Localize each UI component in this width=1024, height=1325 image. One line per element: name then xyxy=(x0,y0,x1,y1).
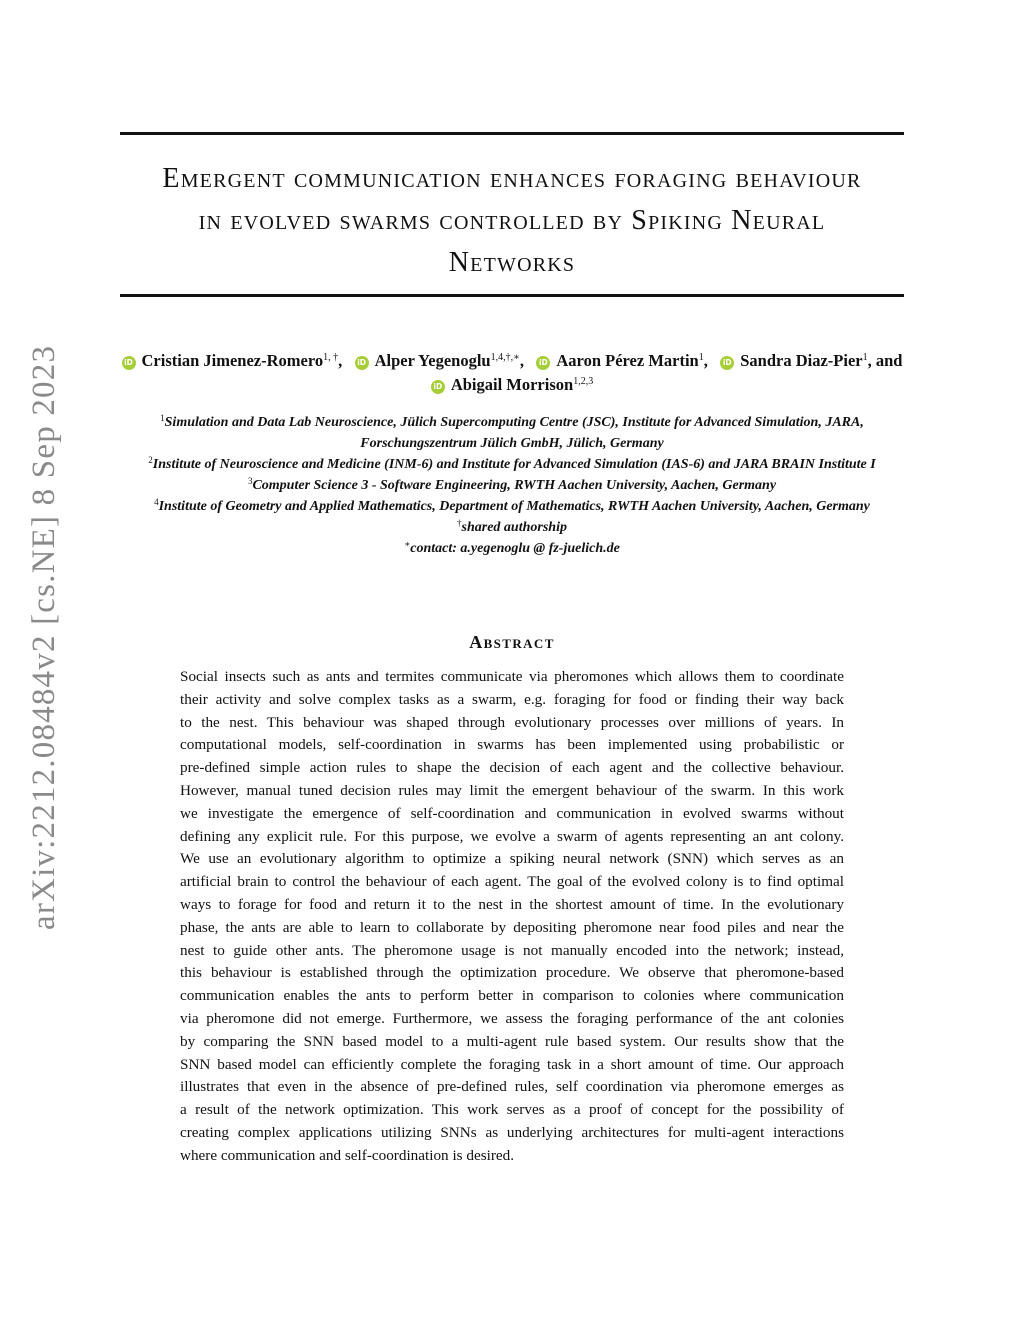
title-rule-top xyxy=(120,132,904,135)
affiliation-mark: 4 xyxy=(154,497,159,507)
abstract-line: We use an evolutionary algorithm to optimize a spiking neural network (SNN) which serves as an xyxy=(180,850,844,868)
abstract-line: a result of the network optimization. This work serves as a proof of concept for the possibility of xyxy=(180,1101,844,1119)
affiliation-text: Computer Science 3 - Software Engineering, RWTH Aachen University, Aachen, Germany xyxy=(252,478,777,493)
title-line: Networks xyxy=(448,247,576,278)
orcid-icon[interactable]: iD xyxy=(720,356,734,370)
author xyxy=(122,351,343,370)
author-name: Cristian Jimenez-Romero xyxy=(141,351,324,370)
abstract-line: defining any explicit rule. For this purpose, we evolve a swarm of agents representing an ant colony. xyxy=(180,827,844,845)
abstract-line: phase, the ants are able to learn to collaborate by depositing pheromone near food piles and near the xyxy=(180,918,844,936)
abstract-heading: Abstract xyxy=(469,632,555,652)
author-affiliation-marks: 1 xyxy=(862,352,868,363)
affiliation-mark: 3 xyxy=(247,476,253,486)
author-affiliation-marks: 1, † xyxy=(323,352,339,363)
affiliation-text: shared authorship xyxy=(461,520,567,535)
orcid-icon[interactable]: iD xyxy=(431,380,445,394)
author-name: Sandra Diaz-Pier xyxy=(740,351,863,370)
arxiv-identifier-stamp: arXiv:2212.08484v2 [cs.NE] 8 Sep 2023 xyxy=(26,344,62,930)
abstract-line: by comparing the SNN based model to a multi-agent rule based system. Our results show that the xyxy=(180,1032,844,1050)
author-line xyxy=(110,373,914,397)
author-separator: , xyxy=(338,351,343,370)
author xyxy=(720,351,902,370)
orcid-icon[interactable]: iD xyxy=(536,356,550,370)
abstract-line: nest to guide other ants. The pheromone usage is not manually encoded into the network; instead, xyxy=(180,941,844,959)
abstract-line: their activity and solve complex tasks as a swarm, e.g. foraging for food or finding their way back xyxy=(180,690,844,708)
author-name: Abigail Morrison xyxy=(450,375,574,394)
abstract-line: ways to forage for food and return it to the nest in the shortest amount of time. In the evolutionary xyxy=(180,895,844,913)
abstract-line: pre-defined simple action rules to shape the decision of each agent and the collective behaviour. xyxy=(180,759,844,777)
affiliation-mark: † xyxy=(457,518,462,528)
author-affiliation-marks: 1,4,†,∗ xyxy=(490,352,520,363)
author-name: Alper Yegenoglu xyxy=(374,351,491,370)
author xyxy=(431,375,593,394)
title-line: in evolved swarms controlled by Spiking Neural xyxy=(198,205,826,236)
author-list xyxy=(110,349,914,397)
affiliation-text: Forschungszentrum Jülich GmbH, Jülich, Germany xyxy=(360,436,664,451)
title-rule-bottom xyxy=(120,294,904,297)
abstract-line: However, manual tuned decision rules may limit the emergent behaviour of the swarm. In this work xyxy=(180,781,844,799)
contact-note xyxy=(110,538,914,559)
author-name: Aaron Pérez Martin xyxy=(556,351,699,370)
abstract-line: to the nest. This behaviour was shaped through evolutionary processes over millions of years. In xyxy=(180,713,844,731)
affiliation-text: Simulation and Data Lab Neuroscience, Jülich Supercomputing Centre (JSC), Institute for Advanced Simulation, JARA, xyxy=(164,415,864,430)
affiliation-text: Institute of Neuroscience and Medicine (INM-6) and Institute for Advanced Simulation (IAS-6) and JARA BRAIN Institute I xyxy=(152,457,876,472)
abstract-line: this behaviour is established through the optimization procedure. We observe that pheromone-based xyxy=(180,964,844,982)
affiliation xyxy=(110,433,914,454)
abstract-line: where communication and self-coordination is desired. xyxy=(180,1146,515,1164)
abstract-line: computational models, self-coordination in swarms has been implemented using probabilistic or xyxy=(180,736,844,754)
abstract-line: illustrates that even in the absence of pre-defined rules, self coordination via pheromone emerges as xyxy=(180,1078,844,1096)
orcid-icon[interactable]: iD xyxy=(355,356,369,370)
contact-email[interactable]: contact: a.yegenoglu @ fz-juelich.de xyxy=(410,541,620,556)
shared-authorship-note xyxy=(110,517,914,538)
orcid-icon[interactable]: iD xyxy=(122,356,136,370)
affiliation-text: Institute of Geometry and Applied Mathematics, Department of Mathematics, RWTH Aachen University, Aachen, Germany xyxy=(158,499,870,514)
abstract-line: artificial brain to control the behaviour of each agent. The goal of the evolved colony is to find optimal xyxy=(180,873,844,891)
author xyxy=(536,351,707,370)
author-separator: , xyxy=(703,351,708,370)
abstract-line: SNN based model can efficiently complete the foraging task in a short amount of time. Our approach xyxy=(180,1055,844,1073)
paper-title xyxy=(120,158,904,284)
abstract-line: Social insects such as ants and termites communicate via pheromones which allows them to coordinate xyxy=(180,668,844,685)
affiliation xyxy=(110,475,914,496)
author xyxy=(355,351,524,370)
author-line xyxy=(110,349,914,373)
abstract-line: via pheromone did not emerge. Furthermore, we assess the foraging performance of the ant colonies xyxy=(180,1009,844,1027)
author-affiliation-marks: 1,2,3 xyxy=(573,376,594,387)
author-affiliation-marks: 1 xyxy=(698,352,704,363)
author-separator: , xyxy=(519,351,525,370)
affiliation-mark: 1 xyxy=(160,413,165,423)
author-separator: , and xyxy=(867,351,903,370)
abstract-line: we investigate the emergence of self-coordination and communication in evolved swarms without xyxy=(180,804,844,822)
abstract-line: communication enables the ants to perform better in comparison to colonies where communication xyxy=(180,987,844,1005)
affiliation-list xyxy=(110,412,914,559)
affiliation xyxy=(110,454,914,475)
title-line: Emergent communication enhances foraging behaviour xyxy=(162,163,862,194)
affiliation-mark: 2 xyxy=(148,455,153,465)
affiliation xyxy=(110,412,914,433)
abstract-line: creating complex applications utilizing SNNs as underlying architectures for multi-agent interactions xyxy=(180,1123,844,1141)
abstract-body xyxy=(180,666,844,1168)
affiliation-mark: ∗ xyxy=(404,539,411,549)
affiliation xyxy=(110,496,914,517)
